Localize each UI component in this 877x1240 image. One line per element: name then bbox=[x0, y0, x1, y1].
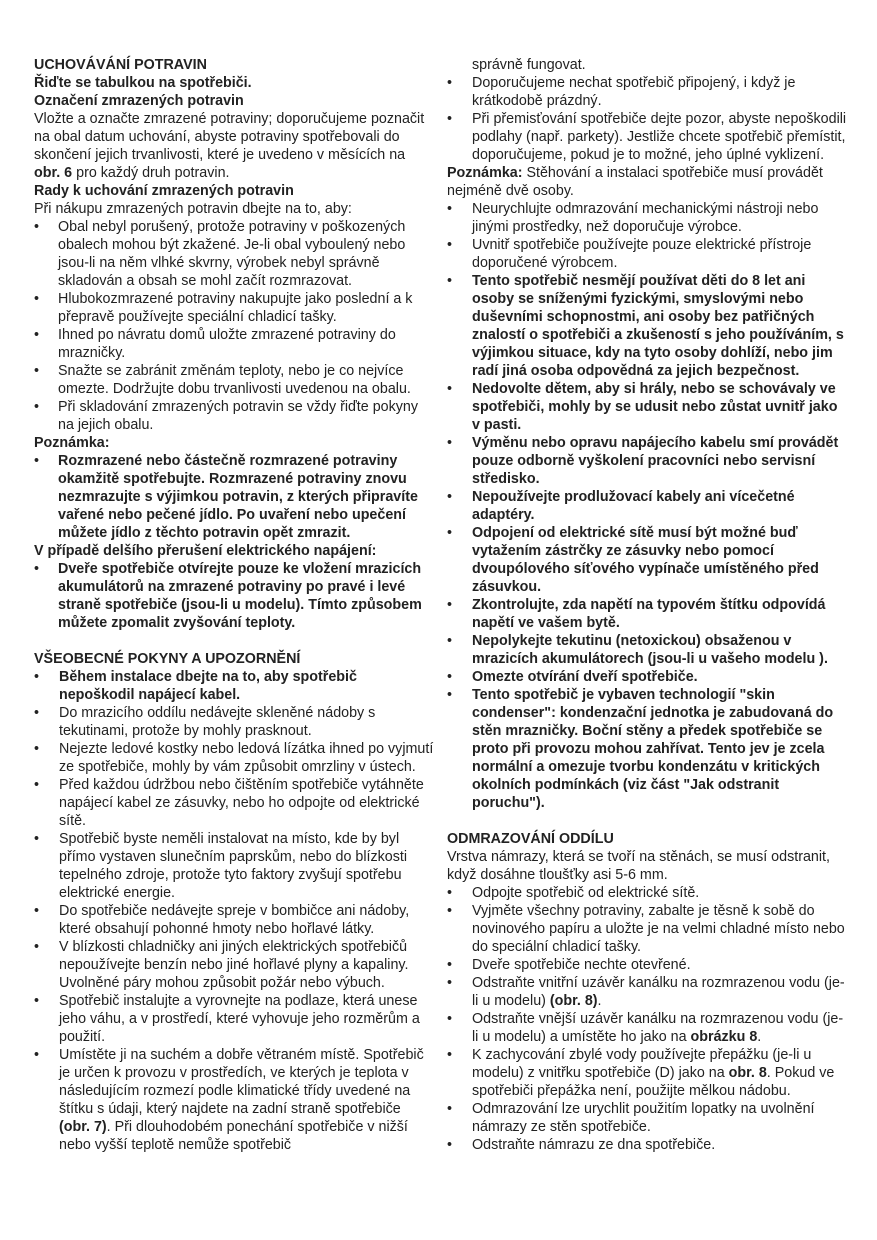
list-item: • Odstraňte námrazu ze dna spotřebiče. bbox=[447, 1136, 847, 1154]
advice-intro: Při nákupu zmrazených potravin dbejte na to, aby: bbox=[34, 201, 352, 217]
list-item: • Nepoužívejte prodlužovací kabely ani vícečetné adaptéry. bbox=[447, 488, 847, 524]
list-item: • Doporučujeme nechat spotřebič připojený, i když je krátkodobě prázdný. bbox=[447, 74, 847, 110]
move-note: Poznámka: Stěhování a instalaci spotřebiče musí provádět nejméně dvě osoby. bbox=[447, 165, 823, 199]
list-item: • Umístěte ji na suchém a dobře větraném místě. Spotřebič je určen k provozu v prostředích, ve kterých je teplota v následujícím rozmezí podle klimatické třídy uvedené na štítku s údaji, který najdete na zadní straně spotřebiče (obr. 7). Při dlouhodobém ponechání spotřebiče v nižší nebo vyšší teplotě nemůže spotřebič bbox=[34, 1046, 434, 1154]
marking-text: Vložte a označte zmrazené potraviny; doporučujeme poznačit na obal datum uchování, abyste potraviny spotřebovali do skončení jejich trvanlivosti, které je uvedeno v měsících na obr. 6 pro každý druh potravin. bbox=[34, 111, 425, 181]
continued-text: správně fungovat. bbox=[472, 57, 586, 73]
list-item: • Obal nebyl porušený, protože potraviny v poškozených obalech mohou být zkažené. Je-li obal vyboulený nebo jsou-li na něm vlhké skvrny, výrobek nebyl správně skladován a obsah se mohl začít rozmrazovat. bbox=[34, 218, 434, 290]
list-item: • Výměnu nebo opravu napájecího kabelu smí provádět pouze odborně vyškolení pracovníci nebo servisní středisko. bbox=[447, 434, 847, 488]
list-item: • Dveře spotřebiče nechte otevřené. bbox=[447, 956, 847, 974]
list-item: • Při přemisťování spotřebiče dejte pozor, abyste nepoškodili podlahy (např. parkety). Jestliže chcete spotřebič přemístit, doporučujeme, pokud je to možné, jeho úplné vyklizení. bbox=[447, 110, 847, 164]
general-list bbox=[34, 668, 434, 1154]
right-column bbox=[447, 56, 847, 1154]
list-item: • Odpojte spotřebič od elektrické sítě. bbox=[447, 884, 847, 902]
defrost-list bbox=[447, 884, 847, 1154]
marking-title: Označení zmrazených potravin bbox=[34, 93, 244, 109]
left-column bbox=[34, 56, 434, 1154]
list-item: • Do mrazicího oddílu nedávejte skleněné nádoby s tekutinami, protože by mohly prasknout. bbox=[34, 704, 434, 740]
list-item: • Odmrazování lze urychlit použitím lopatky na uvolnění námrazy ze stěn spotřebiče. bbox=[447, 1100, 847, 1136]
list-item: • Neurychlujte odmrazování mechanickými nástroji nebo jinými prostředky, než doporučuje výrobce. bbox=[447, 200, 847, 236]
advice-list bbox=[34, 218, 434, 434]
list-item: • Vyjměte všechny potraviny, zabalte je těsně k sobě do novinového papíru a uložte je na velmi chladné místo nebo do speciální chladicí tašky. bbox=[447, 902, 847, 956]
list-item: • Do spotřebiče nedávejte spreje v bombičce ani nádoby, které obsahují pohonné hmoty nebo hořlavé látky. bbox=[34, 902, 434, 938]
general-title: VŠEOBECNÉ POKYNY A UPOZORNĚNÍ bbox=[34, 651, 301, 667]
list-item: • Zkontrolujte, zda napětí na typovém štítku odpovídá napětí ve vašem bytě. bbox=[447, 596, 847, 632]
defrost-title: ODMRAZOVÁNÍ ODDÍLU bbox=[447, 831, 614, 847]
storage-title: UCHOVÁVÁNÍ POTRAVIN bbox=[34, 57, 207, 73]
list-item: • Nepolykejte tekutinu (netoxickou) obsaženou v mrazicích akumulátorech (jsou-li u vašeho modelu ). bbox=[447, 632, 847, 668]
power-list bbox=[34, 560, 434, 632]
defrost-intro: Vrstva námrazy, která se tvoří na stěnách, se musí odstranit, když dosáhne tloušťky asi 5-6 mm. bbox=[447, 849, 830, 883]
list-item: • Spotřebič byste neměli instalovat na místo, kde by byl přímo vystaven slunečním paprskům, nebo do blízkosti tepelného zdroje, protože tyto faktory zvyšují spotřebu elektrické energie. bbox=[34, 830, 434, 902]
power-title: V případě delšího přerušení elektrického napájení: bbox=[34, 543, 377, 559]
list-item: • Rozmrazené nebo částečně rozmrazené potraviny okamžitě spotřebujte. Rozmrazené potraviny znovu nezmrazujte s výjimkou potravin, z kterých připravíte vařené nebo pečené jídlo. Po uvaření nebo upečení můžete jídlo z těchto potravin opět zmrazit. bbox=[34, 452, 434, 542]
list-item: • Ihned po návratu domů uložte zmrazené potraviny do mrazničky. bbox=[34, 326, 434, 362]
list-item: • Dveře spotřebiče otvírejte pouze ke vložení mrazicích akumulátorů na zmrazené potraviny po pravé i levé straně spotřebiče (jsou-li u modelu). Tímto způsobem můžete zpomalit zvyšování teploty. bbox=[34, 560, 434, 632]
safety-list bbox=[447, 200, 847, 812]
list-item: • Při skladování zmrazených potravin se vždy řiďte pokyny na jejich obalu. bbox=[34, 398, 434, 434]
list-item: • Hlubokozmrazené potraviny nakupujte jako poslední a k přepravě používejte speciální chladicí tašky. bbox=[34, 290, 434, 326]
note-list bbox=[34, 452, 434, 542]
list-item: • Tento spotřebič je vybaven technologií "skin condenser": kondenzační jednotka je zabudovaná do stěn mrazničky. Boční stěny a předek spotřebiče se proto při provozu mohou zahřívat. Tento jev je zcela normální a omezuje tvorbu kondenzátu v kritických okolních podmínkách (viz část "Jak odstranit poruchu"). bbox=[447, 686, 847, 812]
list-item: • Tento spotřebič nesmějí používat děti do 8 let ani osoby se sníženými fyzickými, smyslovými nebo duševními schopnostmi, ani osoby bez patřičných znalostí o spotřebiči a zkušeností s jeho používáním, s výjimkou situace, kdy na tyto osoby dohlíží, nebo jim radí jiná osoba odpovědná za jejich bezpečnost. bbox=[447, 272, 847, 380]
list-item: • Omezte otvírání dveří spotřebiče. bbox=[447, 668, 847, 686]
list-item: • Nejezte ledové kostky nebo ledová lízátka ihned po vyjmutí ze spotřebiče, mohly by vám způsobit omrzliny v ústech. bbox=[34, 740, 434, 776]
list-item: • Uvnitř spotřebiče používejte pouze elektrické přístroje doporučené výrobcem. bbox=[447, 236, 847, 272]
list-item: • Snažte se zabránit změnám teploty, nebo je co nejvíce omezte. Dodržujte dobu trvanlivosti uvedenou na obalu. bbox=[34, 362, 434, 398]
list-item: • Nedovolte dětem, aby si hrály, nebo se schovávaly ve spotřebiči, mohly by se udusit nebo zůstat uvnitř jako v pasti. bbox=[447, 380, 847, 434]
list-item: • Během instalace dbejte na to, aby spotřebič nepoškodil napájecí kabel. bbox=[34, 668, 434, 704]
list-item: • V blízkosti chladničky ani jiných elektrických spotřebičů nepoužívejte benzín nebo jiné hořlavé plyny a kapaliny. Uvolněné páry mohou způsobit požár nebo výbuch. bbox=[34, 938, 434, 992]
list-item: • Odstraňte vnitřní uzávěr kanálku na rozmrazenou vodu (je-li u modelu) (obr. 8). bbox=[447, 974, 847, 1010]
advice-title: Rady k uchování zmrazených potravin bbox=[34, 183, 294, 199]
list-item: • Před každou údržbou nebo čištěním spotřebiče vytáhněte napájecí kabel ze zásuvky, nebo ho odpojte od elektrické sítě. bbox=[34, 776, 434, 830]
list-item: • Odpojení od elektrické sítě musí být možné buď vytažením zástrčky ze zásuvky nebo pomocí dvoupólového síťového vypínače umístěného před zásuvkou. bbox=[447, 524, 847, 596]
list-item: • Spotřebič instalujte a vyrovnejte na podlaze, která unese jeho váhu, a v prostředí, které vyhovuje jeho rozměrům a použití. bbox=[34, 992, 434, 1046]
list-item: • Odstraňte vnější uzávěr kanálku na rozmrazenou vodu (je-li u modelu) a umístěte ho jako na obrázku 8. bbox=[447, 1010, 847, 1046]
note-title: Poznámka: bbox=[34, 435, 110, 451]
storage-table-hint: Řiďte se tabulkou na spotřebiči. bbox=[34, 75, 252, 91]
list-item: • K zachycování zbylé vody používejte přepážku (je-li u modelu) z vnitřku spotřebiče (D) jako na obr. 8. Pokud ve spotřebiči přepážka není, použijte mělkou nádobu. bbox=[447, 1046, 847, 1100]
install-list bbox=[447, 74, 847, 164]
